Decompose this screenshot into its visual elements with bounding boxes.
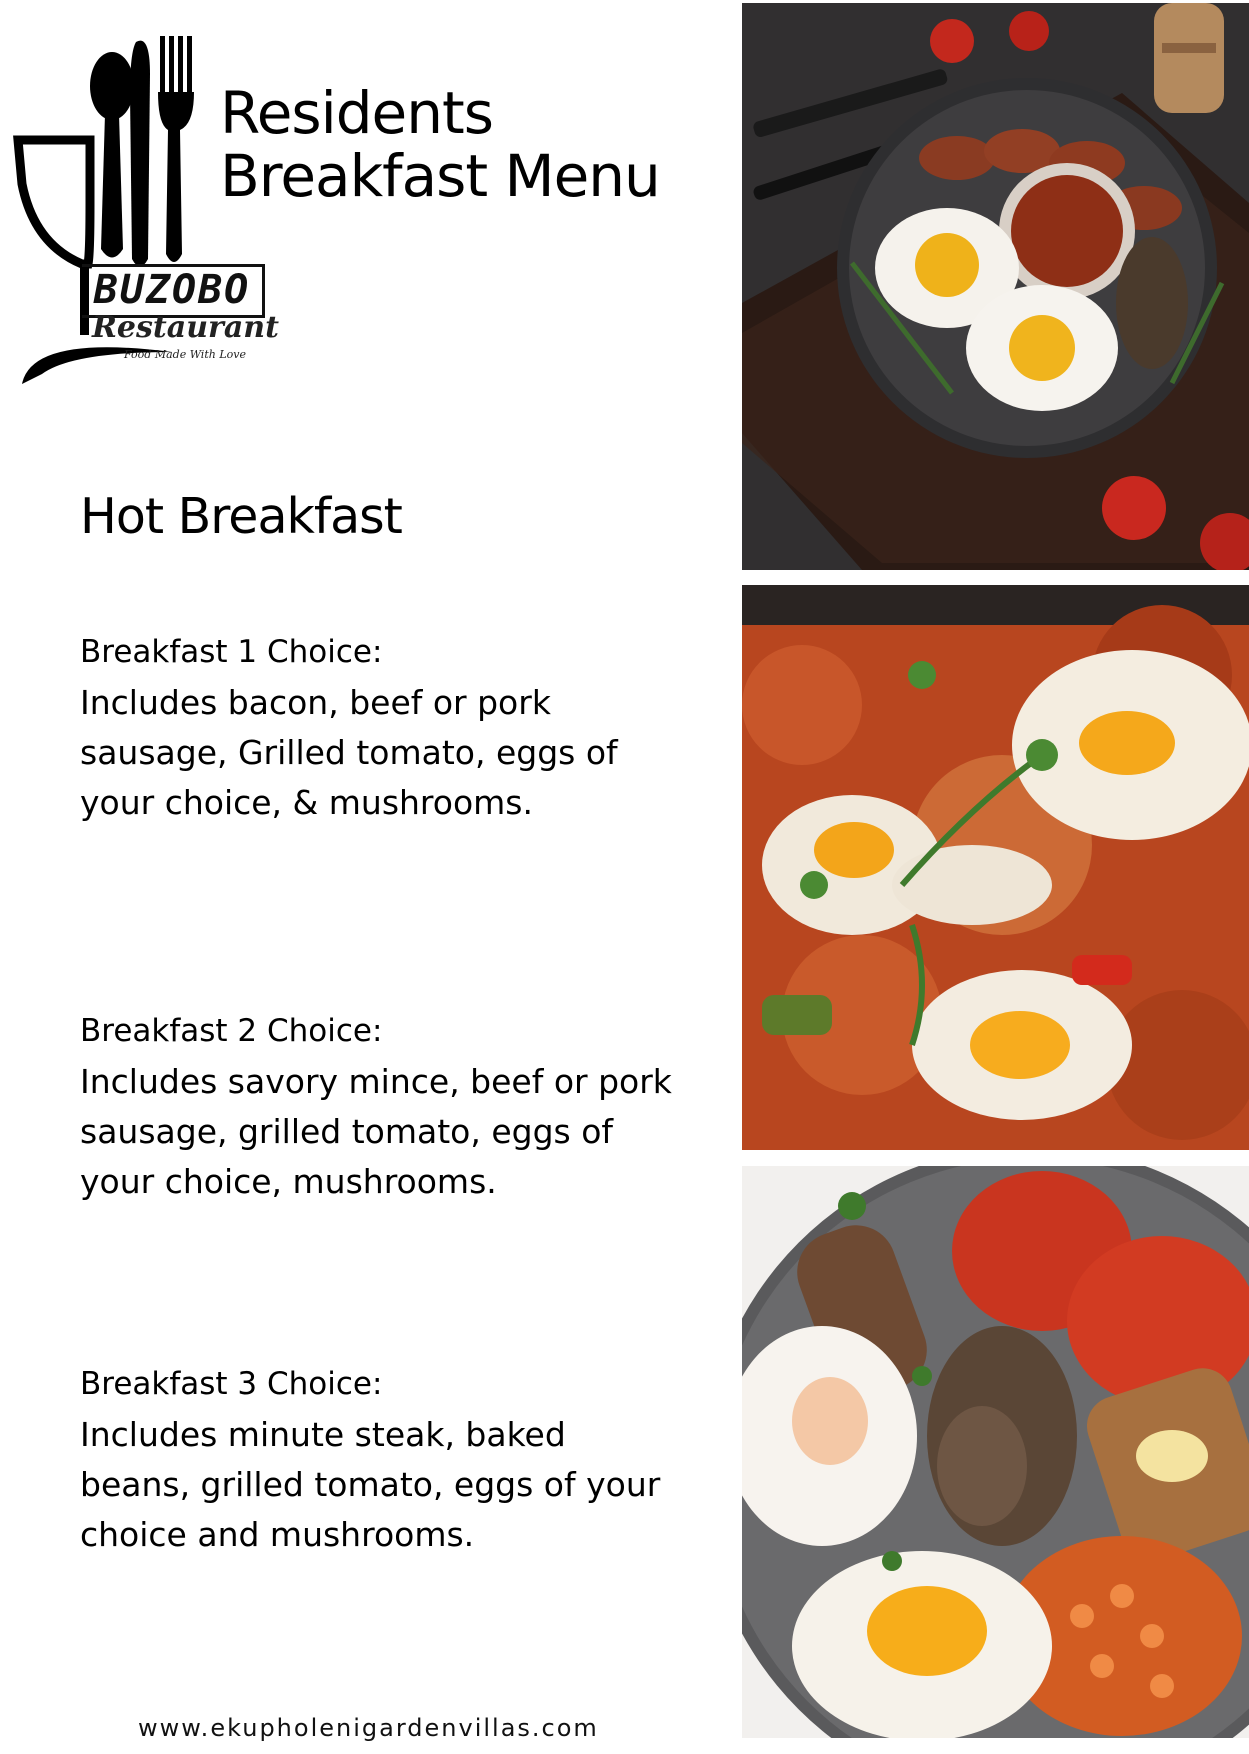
menu-item-breakfast-1 (80, 627, 710, 828)
menu-title (220, 79, 740, 210)
logo-tagline: Food Made With Love (124, 348, 246, 361)
menu-item-breakfast-3 (80, 1359, 710, 1560)
menu-item-description-line: choice and mushrooms. (80, 1515, 475, 1554)
menu-item-description-line: your choice, mushrooms. (80, 1162, 497, 1201)
menu-item-title: Breakfast 2 Choice: (80, 1013, 383, 1049)
menu-item-breakfast-2 (80, 1006, 710, 1207)
english-breakfast-plate-photo (742, 1166, 1249, 1738)
full-breakfast-plate-photo (742, 3, 1249, 570)
menu-item-title: Breakfast 3 Choice: (80, 1366, 383, 1402)
shakshuka-skillet-photo (742, 585, 1249, 1150)
menu-item-description-line: Includes savory mince, beef or pork (80, 1062, 672, 1101)
menu-item-title: Breakfast 1 Choice: (80, 634, 383, 670)
menu-item-description-line: Includes minute steak, baked (80, 1415, 566, 1454)
menu-item-description-line: beans, grilled tomato, eggs of your (80, 1465, 661, 1504)
menu-item-description-line: Includes bacon, beef or pork (80, 683, 551, 722)
menu-title-line-2: Breakfast Menu (220, 142, 660, 210)
logo-brand-name: BUZOBO (82, 264, 265, 318)
menu-item-description-line: sausage, grilled tomato, eggs of (80, 1112, 614, 1151)
menu-item-description (80, 1410, 710, 1560)
menu-item-description-line: sausage, Grilled tomato, eggs of (80, 733, 618, 772)
menu-title-line-1: Residents (220, 79, 493, 147)
logo-restaurant-text: Restaurant (92, 310, 279, 345)
menu-item-description (80, 1057, 710, 1207)
website-link[interactable]: www.ekupholenigardenvillas.com (138, 1714, 599, 1742)
menu-item-description-line: your choice, & mushrooms. (80, 783, 533, 822)
menu-item-description (80, 678, 710, 828)
section-heading-hot-breakfast: Hot Breakfast (80, 488, 402, 545)
